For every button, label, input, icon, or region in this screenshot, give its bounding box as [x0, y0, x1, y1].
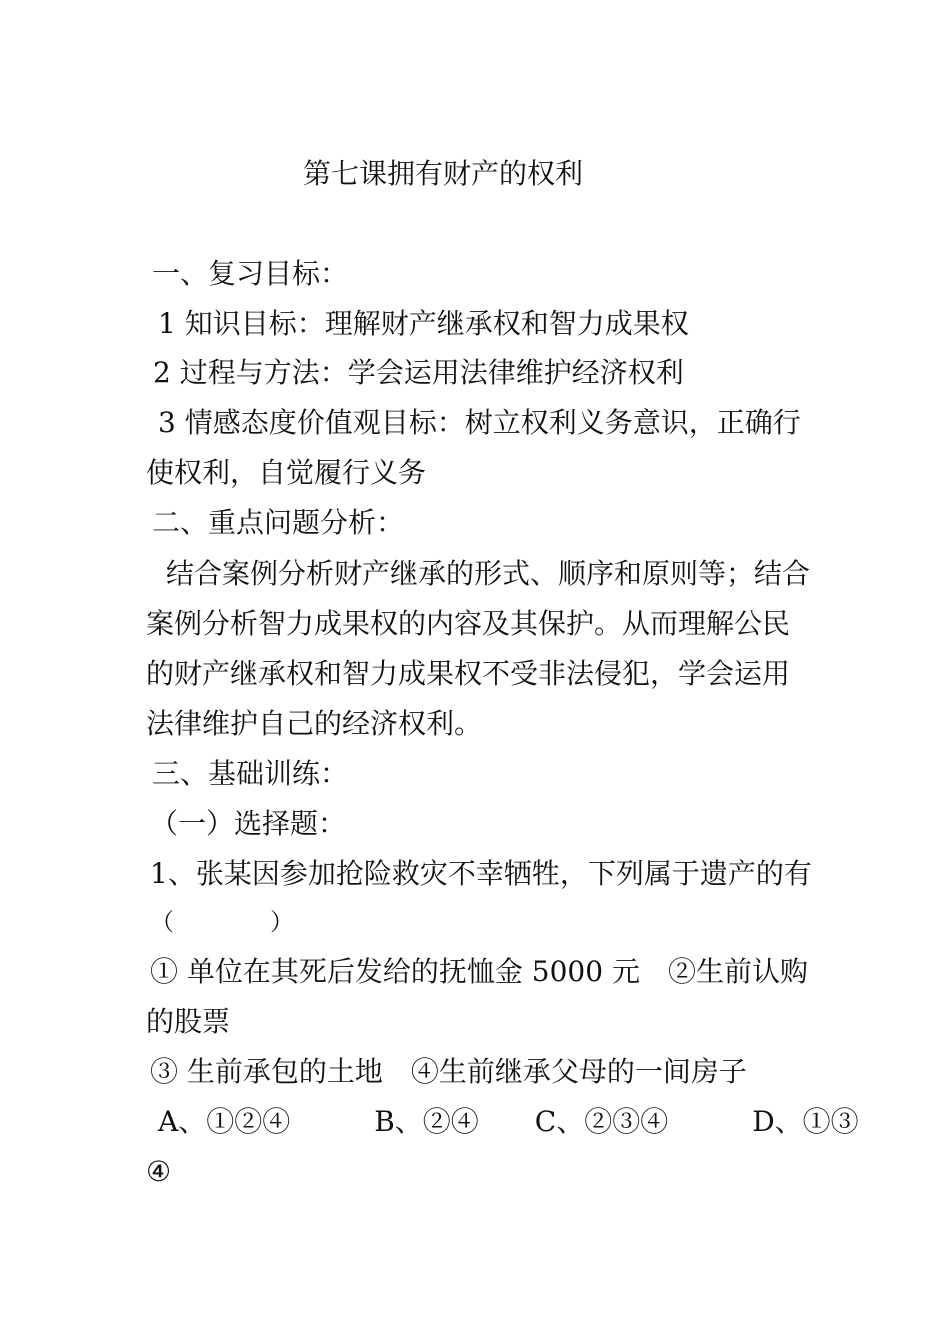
paragraph-line: 结合案例分析财产继承的形式、顺序和原则等；结合 — [166, 557, 811, 590]
subsection-heading-multiple-choice: （一）选择题： — [150, 807, 347, 840]
goal-emotion-values-continued: 使权利，自觉履行义务 — [146, 456, 427, 489]
document-title: 第七课拥有财产的权利 — [303, 157, 584, 190]
paragraph-line: 案例分析智力成果权的内容及其保护。从而理解公民 — [146, 607, 791, 640]
question-1-items-line: 的股票 — [146, 1005, 231, 1038]
paragraph-line: 法律维护自己的经济权利。 — [146, 707, 483, 740]
question-1-items-line: ① 单位在其死后发给的抚恤金 5000 元 ②生前认购 — [150, 955, 808, 988]
question-1-options-continued: ④ — [146, 1155, 172, 1188]
goal-process-method: 2 过程与方法：学会运用法律维护经济权利 — [153, 356, 684, 389]
section-heading-basic-training: 三、基础训练： — [152, 757, 349, 790]
question-1-options: A、①②④ B、②④ C、②③④ D、①③ — [158, 1105, 859, 1138]
goal-emotion-values: 3 情感态度价值观目标：树立权利义务意识，正确行 — [158, 406, 801, 439]
question-1-stem: 1、张某因参加抢险救灾不幸牺牲，下列属于遗产的有 — [150, 857, 812, 890]
section-heading-key-issues: 二、重点问题分析： — [152, 506, 405, 539]
paragraph-line: 的财产继承权和智力成果权不受非法侵犯，学会运用 — [146, 657, 791, 690]
section-heading-review-goals: 一、复习目标： — [152, 257, 349, 290]
question-1-answer-blank: （ ） — [150, 908, 294, 936]
goal-knowledge: 1 知识目标：理解财产继承权和智力成果权 — [158, 307, 689, 340]
question-1-items-line: ③ 生前承包的土地 ④生前继承父母的一间房子 — [150, 1055, 747, 1088]
